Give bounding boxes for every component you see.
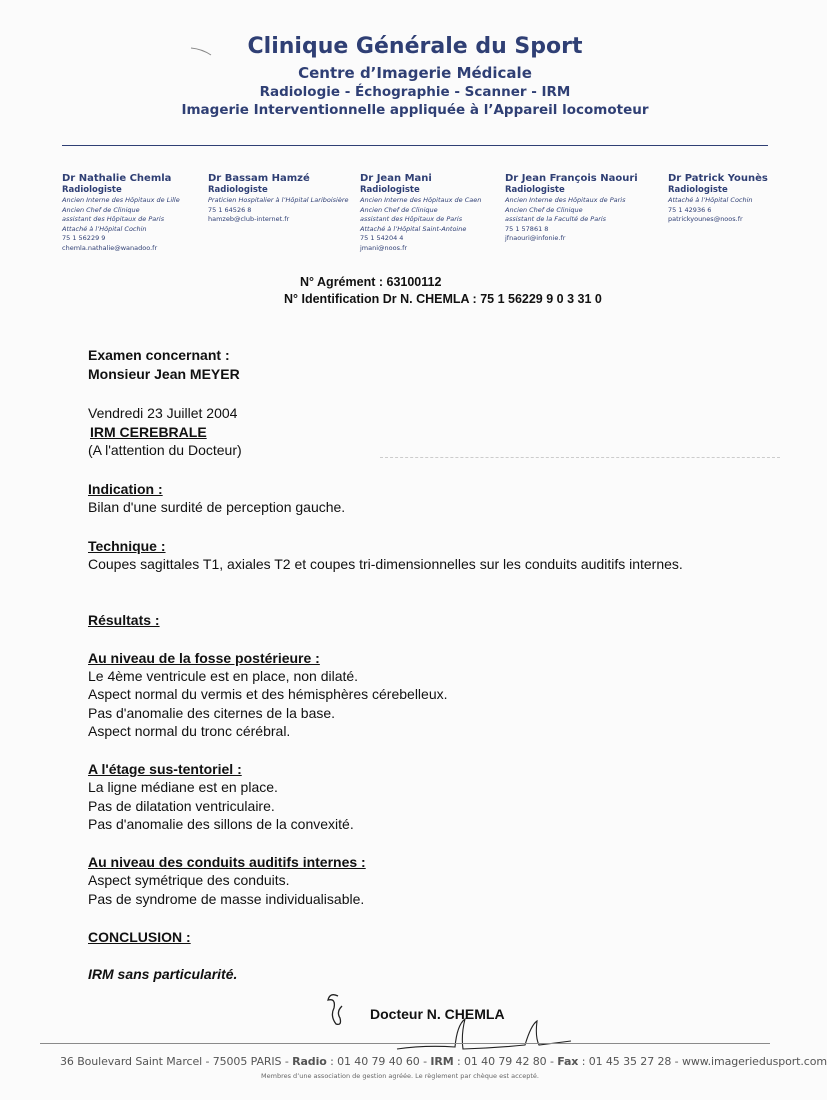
footer-radio-number: : 01 40 79 40 60 - (326, 1055, 431, 1068)
doctor-credential: Ancien Chef de Clinique (505, 205, 583, 214)
conclusion-heading: CONCLUSION : (88, 929, 191, 945)
signature-stroke (395, 1015, 575, 1055)
doctor-credential: Attaché à l’Hôpital Cochin (62, 224, 147, 233)
indication-text: Bilan d'une surdité de perception gauche. (88, 499, 346, 515)
patient-name: Monsieur Jean MEYER (88, 366, 240, 382)
agrement-number: N° Agrément : 63100112 (300, 275, 442, 289)
footer-fax-label: Fax (557, 1055, 579, 1068)
doctor-card (668, 173, 793, 225)
exam-title: IRM CEREBRALE (90, 424, 207, 440)
footer-irm-label: IRM (430, 1055, 454, 1068)
technique-heading: Technique : (88, 538, 166, 554)
doctor-card (62, 173, 212, 254)
doctor-credential: Ancien Interne des Hôpitaux de Lille (62, 196, 180, 204)
indication-heading: Indication : (88, 481, 163, 497)
finding-line: La ligne médiane est en place. (88, 779, 278, 795)
doctor-credential: Ancien Interne des Hôpitaux de Paris (505, 196, 626, 204)
results-heading: Résultats : (88, 612, 160, 628)
doctor-credential: assistant de la Faculté de Paris (505, 215, 607, 224)
modalities: Radiologie - Échographie - Scanner - IRM (259, 84, 571, 100)
doctor-card (208, 173, 358, 225)
doctor-card (505, 173, 655, 244)
doctor-phone: 75 1 56229 9 (62, 234, 106, 243)
doctor-email: jmani@noos.fr (360, 243, 408, 252)
finding-line: Aspect normal du vermis et des hémisphères cérebelleux. (88, 686, 448, 702)
doctor-credential: Attaché à l’Hôpital Saint-Antoine (360, 224, 467, 233)
clinic-name: Clinique Générale du Sport (247, 34, 583, 59)
conduits-heading: Au niveau des conduits auditifs internes : (88, 854, 366, 870)
finding-line: Le 4ème ventricule est en place, non dilaté. (88, 668, 359, 684)
exam-label: Examen concernant : (88, 347, 230, 363)
header-divider (62, 145, 768, 146)
doctor-title: Radiologiste (360, 185, 420, 195)
doctor-credential: assistant des Hôpitaux de Paris (62, 215, 165, 224)
doctor-phone: 75 1 42936 6 (668, 205, 712, 214)
identification-number: N° Identification Dr N. CHEMLA : 75 1 56229 9 0 3 31 0 (284, 292, 602, 306)
doctor-credential: Attaché à l’Hôpital Cochin (668, 196, 753, 204)
doctor-phone: 75 1 54204 4 (360, 234, 404, 243)
finding-line: Pas de syndrome de masse individualisable. (88, 891, 365, 907)
footer-street: 36 Boulevard Saint Marcel - 75005 PARIS - (60, 1055, 293, 1068)
footer-note: Membres d’une association de gestion agréée. Le règlement par chèque est accepté. (261, 1072, 539, 1080)
doctor-email: jfnaouri@infonie.fr (505, 234, 566, 243)
doctor-email: chemla.nathalie@wanadoo.fr (62, 243, 158, 252)
doctor-credential: Praticien Hospitalier à l’Hôpital Lariboisière (208, 196, 349, 204)
doctor-name: Dr Jean Mani (360, 173, 432, 184)
doctor-card (360, 173, 510, 254)
doctor-credential: Ancien Interne des Hôpitaux de Caen (360, 196, 482, 204)
footer-fax-number: : 01 45 35 27 28 - www.imageriedusport.com (578, 1055, 827, 1068)
signature-name: Docteur N. CHEMLA (370, 1006, 505, 1022)
doctor-name: Dr Patrick Younès (668, 173, 768, 184)
doctor-title: Radiologiste (668, 185, 728, 195)
doctor-name: Dr Jean François Naouri (505, 173, 638, 184)
doctor-title: Radiologiste (505, 185, 565, 195)
signature-scribble (320, 990, 360, 1035)
footer-radio-label: Radio (292, 1055, 327, 1068)
finding-line: Pas d'anomalie des citernes de la base. (88, 705, 336, 721)
specialty: Imagerie Interventionnelle appliquée à l’Appareil locomoteur (181, 102, 649, 118)
doctor-credential: Ancien Chef de Clinique (360, 205, 438, 214)
center-name: Centre d’Imagerie Médicale (298, 64, 532, 82)
doctor-email: hamzeb@club-internet.fr (208, 215, 290, 224)
doctor-email: patrickyounes@noos.fr (668, 215, 743, 224)
footer-address (60, 1055, 827, 1068)
doctor-credential: assistant des Hôpitaux de Paris (360, 215, 463, 224)
finding-line: Pas de dilatation ventriculaire. (88, 798, 275, 814)
fosse-heading: Au niveau de la fosse postérieure : (88, 650, 320, 666)
footer-irm-number: : 01 40 79 42 80 - (453, 1055, 558, 1068)
doctor-phone: 75 1 57861 8 (505, 224, 549, 233)
finding-line: Aspect normal du tronc cérébral. (88, 723, 291, 739)
doctor-name: Dr Nathalie Chemla (62, 173, 172, 184)
finding-line: Pas d'anomalie des sillons de la convexité. (88, 816, 354, 832)
exam-date: Vendredi 23 Juillet 2004 (88, 405, 238, 421)
doctor-title: Radiologiste (62, 185, 122, 195)
finding-line: Aspect symétrique des conduits. (88, 872, 290, 888)
scan-artifact-line (380, 457, 780, 458)
attention-note: (A l'attention du Docteur) (88, 442, 242, 458)
doctor-credential: Ancien Chef de Clinique (62, 205, 140, 214)
technique-text: Coupes sagittales T1, axiales T2 et coupes tri-dimensionnelles sur les conduits auditifs internes. (88, 556, 683, 572)
footer-divider (40, 1043, 770, 1044)
sus-tentoriel-heading: A l'étage sus-tentoriel : (88, 761, 242, 777)
conclusion-text: IRM sans particularité. (88, 966, 238, 982)
doctor-title: Radiologiste (208, 185, 268, 195)
doctor-name: Dr Bassam Hamzé (208, 173, 310, 184)
doctor-phone: 75 1 64526 8 (208, 205, 252, 214)
